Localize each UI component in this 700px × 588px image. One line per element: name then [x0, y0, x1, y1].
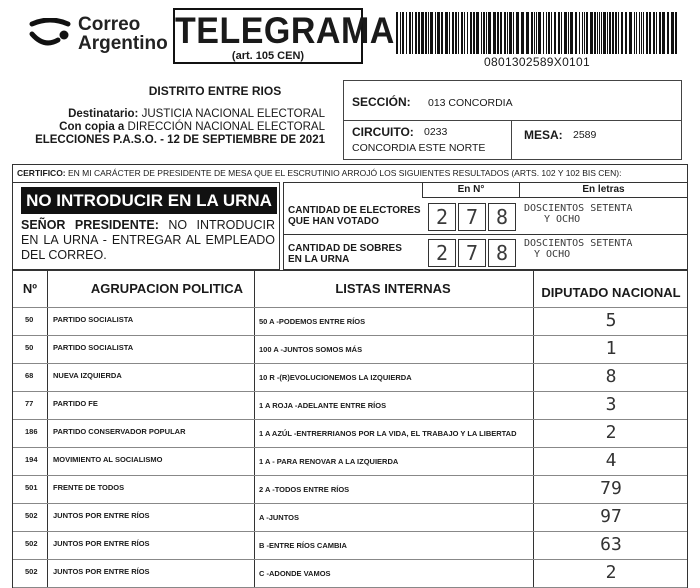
sobres-label-2: EN LA URNA [288, 254, 350, 265]
sobres-digit-box-1[interactable] [428, 239, 456, 267]
table-row [13, 363, 687, 391]
document-subtitle: (art. 105 CEN) [231, 50, 305, 62]
barcode-bar [452, 12, 454, 54]
barcode-bar [590, 12, 593, 54]
row-votos[interactable]: 1 [605, 338, 617, 359]
barcode-bar [461, 12, 463, 54]
table-row [13, 531, 687, 559]
header-listas: LISTAS INTERNAS [335, 281, 451, 296]
header-agrupacion: AGRUPACION POLITICA [90, 281, 244, 296]
barcode-bar [543, 12, 544, 54]
barcode-bar [546, 12, 547, 54]
barcode-bar [584, 12, 585, 54]
no-introducir-text: NO INTRODUCIR EN LA URNA - ENTREGAR AL EMPLEADO DEL CORREO. [21, 218, 275, 262]
barcode-bar [513, 12, 514, 54]
barcode-bar [406, 12, 407, 54]
row-lista: 1 A ROJA -ADELANTE ENTRE RÍOS [259, 401, 387, 410]
barcode-bar [531, 12, 533, 54]
electores-digit-2: 7 [465, 205, 479, 229]
correo-argentino-logo [28, 12, 168, 58]
barcode-bar [609, 12, 611, 54]
row-lista: 1 A AZÚL -ENTRERRIANOS POR LA VIDA, EL TRABAJO Y LA LIBERTAD [259, 429, 517, 438]
barcode-bar [625, 12, 627, 54]
barcode-bar [575, 12, 577, 54]
row-num: 502 [25, 539, 38, 548]
row-agrupacion: NUEVA IZQUIERDA [53, 371, 122, 380]
row-agrupacion: MOVIMIENTO AL SOCIALISMO [53, 455, 163, 464]
barcode-bar [643, 12, 644, 54]
row-lista: 100 A -JUNTOS SOMOS MÁS [259, 345, 363, 354]
row-num: 501 [25, 483, 38, 492]
no-introducir-title: NO INTRODUCIR EN LA URNA [21, 187, 277, 214]
row-num: 68 [25, 371, 34, 380]
barcode-bar [629, 12, 632, 54]
electores-letras-field[interactable] [524, 203, 684, 233]
barcode-bar [400, 12, 401, 54]
row-num: 50 [25, 343, 34, 352]
barcode-bar [536, 12, 537, 54]
circuito-box [343, 120, 682, 160]
barcode-bar [481, 12, 482, 54]
barcode-bar [425, 12, 427, 54]
row-num: 194 [25, 455, 38, 464]
row-votos[interactable]: 63 [600, 534, 622, 555]
barcode-bar [634, 12, 635, 54]
mesa-value: 2589 [573, 129, 597, 141]
sobres-digit-3: 8 [495, 241, 509, 265]
row-agrupacion: PARTIDO CONSERVADOR POPULAR [53, 427, 186, 436]
barcode-bar [561, 12, 562, 54]
sobres-letras-1: DOSCIENTOS SETENTA [524, 238, 633, 249]
barcode-bar [646, 12, 648, 54]
sobres-letras-2: Y OCHO [534, 249, 571, 260]
barcode-number: 0801302589X0101 [484, 55, 590, 69]
row-agrupacion: PARTIDO SOCIALISTA [53, 315, 134, 324]
copia-value: DIRECCIÓN NACIONAL ELECTORAL [127, 121, 325, 133]
barcode-bar [421, 12, 424, 54]
barcode-bar [509, 12, 512, 54]
barcode-bar [526, 12, 529, 54]
barcode-bar [437, 12, 440, 54]
barcode-bar [636, 12, 637, 54]
seccion-label: SECCIÓN: [352, 95, 411, 109]
electores-label-1: CANTIDAD DE ELECTORES [288, 205, 421, 216]
electores-digit-3: 8 [495, 205, 509, 229]
barcode-bar [548, 12, 550, 54]
destinatario-label: Destinatario: [68, 108, 139, 120]
barcode-bar [639, 12, 640, 54]
row-votos[interactable]: 4 [605, 450, 617, 471]
table-row [13, 307, 687, 335]
copia-label: Con copia a [59, 121, 125, 133]
mesa-label: MESA: [524, 128, 563, 142]
barcode-bar [538, 12, 541, 54]
certifico-line [12, 164, 688, 182]
barcode-bar [671, 12, 674, 54]
row-num: 502 [25, 511, 38, 520]
barcode-bar [504, 12, 506, 54]
telegrama-title-box [173, 8, 395, 64]
barcode-bar [486, 12, 487, 54]
row-votos[interactable]: 3 [605, 394, 617, 415]
barcode-bar [597, 12, 598, 54]
counts-divider [284, 234, 687, 235]
barcode-bar [396, 12, 398, 54]
barcode-bar [601, 12, 602, 54]
barcode-bar [418, 12, 420, 54]
presidente-label: SEÑOR PRESIDENTE: [21, 218, 159, 232]
header-diputado: DIPUTADO NACIONAL [541, 285, 681, 300]
table-row [13, 503, 687, 531]
sobres-label-1: CANTIDAD DE SOBRES [288, 243, 402, 254]
barcode-bar [599, 12, 600, 54]
row-votos[interactable]: 5 [605, 310, 617, 331]
row-lista: B -ENTRE RÍOS CAMBIA [259, 541, 347, 550]
barcode-bar [618, 12, 619, 54]
barcode-bar [428, 12, 429, 54]
electores-digit-box-2[interactable] [458, 203, 486, 231]
barcode-bar [568, 12, 569, 54]
barcode-bar [579, 12, 580, 54]
table-row [13, 391, 687, 419]
row-num: 186 [25, 427, 38, 436]
electores-label [288, 205, 421, 227]
barcode-bar [409, 12, 411, 54]
counts-panel [283, 182, 688, 270]
barcode-bar [603, 12, 606, 54]
barcode-bar [497, 12, 499, 54]
row-lista: 50 A -PODEMOS ENTRE RÍOS [259, 317, 366, 326]
row-votos[interactable]: 2 [605, 562, 617, 583]
barcode-bar [415, 12, 417, 54]
barcode-bar [449, 12, 450, 54]
distrito-label: DISTRITO ENTRE RIOS [148, 84, 282, 98]
barcode-bar [659, 12, 661, 54]
barcode-bar [476, 12, 479, 54]
row-votos[interactable]: 79 [600, 478, 622, 499]
barcode-bar [594, 12, 596, 54]
barcode-bar [435, 12, 436, 54]
barcode-bar [675, 12, 677, 54]
barcode-bar [534, 12, 535, 54]
barcode-bar [649, 12, 651, 54]
row-agrupacion: PARTIDO SOCIALISTA [53, 343, 134, 352]
sobres-digit-2: 7 [465, 241, 479, 265]
table-row [13, 475, 687, 503]
sobres-letras-field[interactable] [524, 238, 684, 268]
barcode-bar [615, 12, 617, 54]
destinatario-block [20, 108, 325, 147]
barcode-bar [441, 12, 443, 54]
barcode-bar [521, 12, 524, 54]
barcode-bar [607, 12, 608, 54]
circuito-code: 0233 [424, 126, 448, 138]
barcode-bar [656, 12, 657, 54]
barcode-bar [467, 12, 468, 54]
row-lista: 1 A - PARA RENOVAR A LA IZQUIERDA [259, 457, 399, 466]
row-lista: A -JUNTOS [259, 513, 300, 522]
barcode-bar [586, 12, 588, 54]
barcode-bar [662, 12, 665, 54]
no-introducir-box [12, 182, 280, 270]
barcode-bar [582, 12, 583, 54]
sobres-digit-box-2[interactable] [458, 239, 486, 267]
circuito-name: CONCORDIA ESTE NORTE [352, 142, 486, 154]
barcode-bar [493, 12, 496, 54]
table-row [13, 419, 687, 447]
no-introducir-notice [21, 218, 275, 263]
results-table [12, 270, 688, 588]
mesa-divider [511, 121, 512, 159]
barcode-bar [516, 12, 519, 54]
header-num: Nº [22, 281, 38, 296]
row-agrupacion: JUNTOS POR ENTRE RÍOS [53, 567, 150, 576]
barcode-bar [430, 12, 433, 54]
brand-line-1: Correo [78, 14, 141, 35]
sobres-digit-1: 2 [435, 241, 449, 265]
barcode-bar [470, 12, 472, 54]
sobres-label [288, 243, 402, 265]
seccion-value: 013 CONCORDIA [428, 97, 513, 109]
row-lista: 10 R -(R)EVOLUCIONEMOS LA IZQUIERDA [259, 373, 412, 382]
sobres-digit-box-3[interactable] [488, 239, 516, 267]
barcode-bar [612, 12, 614, 54]
electores-letras-1: DOSCIENTOS SETENTA [524, 203, 633, 214]
document-title: TELEGRAMA [175, 10, 395, 52]
barcode-bar [402, 12, 404, 54]
seccion-box [343, 80, 682, 120]
electores-digit-box-1[interactable] [428, 203, 456, 231]
row-agrupacion: PARTIDO FE [53, 399, 98, 408]
col-numero-header: En N° [422, 183, 519, 198]
row-num: 502 [25, 567, 38, 576]
row-num: 77 [25, 399, 34, 408]
col-letras-header: En letras [519, 183, 687, 198]
barcode-bar [412, 12, 413, 54]
row-num: 50 [25, 315, 34, 324]
barcode-bar [483, 12, 485, 54]
destinatario-value: JUSTICIA NACIONAL ELECTORAL [141, 108, 325, 120]
barcode-bar [564, 12, 567, 54]
row-agrupacion: FRENTE DE TODOS [53, 483, 125, 492]
circuito-label: CIRCUITO: [352, 125, 414, 139]
barcode-bar [507, 12, 508, 54]
barcode-bar [641, 12, 642, 54]
barcode-bar [554, 12, 556, 54]
row-votos[interactable]: 2 [605, 422, 617, 443]
row-votos[interactable]: 8 [605, 366, 617, 387]
barcode-bar [570, 12, 573, 54]
barcode-bar [667, 12, 669, 54]
electores-digit-1: 2 [435, 205, 449, 229]
table-row [13, 335, 687, 363]
elecciones-label: ELECCIONES P.A.S.O. - 12 DE SEPTIEMBRE DE 2021 [35, 134, 325, 146]
barcode-bar [455, 12, 457, 54]
barcode-bar [500, 12, 502, 54]
correo-logo-icon [28, 18, 72, 52]
brand-line-2: Argentino [78, 33, 168, 54]
barcode-bar [558, 12, 560, 54]
row-votos[interactable]: 97 [600, 506, 622, 527]
barcode-bar [473, 12, 475, 54]
barcode-bar [551, 12, 552, 54]
row-lista: C -ADONDE VAMOS [259, 569, 331, 578]
electores-digit-box-3[interactable] [488, 203, 516, 231]
table-row [13, 559, 687, 587]
row-agrupacion: JUNTOS POR ENTRE RÍOS [53, 511, 150, 520]
barcode-bar [653, 12, 655, 54]
barcode-bar [488, 12, 491, 54]
certifico-label: CERTIFICO: [17, 168, 66, 178]
barcode-bar [464, 12, 465, 54]
electores-label-2: QUE HAN VOTADO [288, 216, 379, 227]
barcode-bar [445, 12, 448, 54]
barcode-bar [458, 12, 459, 54]
row-lista: 2 A -TODOS ENTRE RÍOS [259, 485, 350, 494]
certifico-text: EN MI CARÁCTER DE PRESIDENTE DE MESA QUE EL ESCRUTINIO ARROJÓ LOS SIGUIENTES RESULTADOS (ARTS. 102 Y 102 BIS CEN): [68, 168, 622, 178]
barcode-bar [621, 12, 623, 54]
barcode [396, 12, 678, 54]
table-row [13, 447, 687, 475]
electores-letras-2: Y OCHO [544, 214, 581, 225]
row-agrupacion: JUNTOS POR ENTRE RÍOS [53, 539, 150, 548]
